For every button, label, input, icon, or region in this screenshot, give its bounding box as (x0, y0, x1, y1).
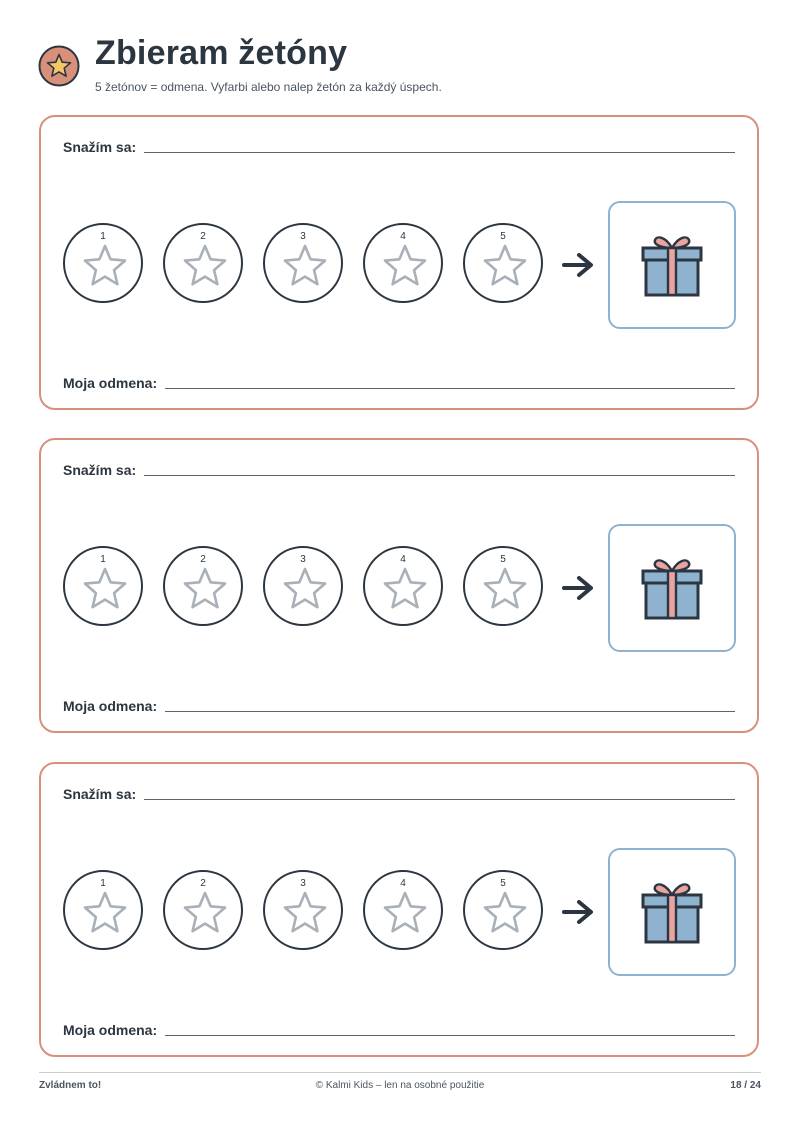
reward-row (63, 375, 735, 391)
token-number: 3 (300, 878, 306, 889)
reward-gift-box (608, 524, 736, 652)
token-circle[interactable] (63, 870, 143, 950)
token-circle[interactable] (163, 546, 243, 626)
gift-icon (636, 552, 708, 624)
token-circle[interactable] (263, 546, 343, 626)
arrow-right-icon (561, 574, 595, 602)
token-circle[interactable] (463, 546, 543, 626)
token-star-icon (83, 890, 127, 934)
token-number: 2 (200, 231, 206, 242)
gift-icon (636, 229, 708, 301)
token-circle[interactable] (363, 223, 443, 303)
token-star-icon (383, 243, 427, 287)
token-number: 2 (200, 878, 206, 889)
token-number: 5 (500, 878, 506, 889)
reward-write-line[interactable] (165, 1034, 735, 1036)
token-number: 1 (100, 231, 106, 242)
token-circle[interactable] (63, 223, 143, 303)
token-circle[interactable] (463, 223, 543, 303)
reward-write-line[interactable] (165, 710, 735, 712)
token-star-icon (183, 566, 227, 610)
goal-row (63, 139, 735, 155)
token-star-icon (483, 243, 527, 287)
goal-write-line[interactable] (144, 798, 735, 800)
goal-label: Snažím sa: (63, 462, 137, 478)
goal-label: Snažím sa: (63, 139, 137, 155)
goal-row (63, 786, 735, 802)
reward-gift-box (608, 848, 736, 976)
token-number: 3 (300, 231, 306, 242)
token-number: 5 (500, 554, 506, 565)
token-card (39, 115, 759, 410)
token-star-icon (483, 890, 527, 934)
token-circle[interactable] (463, 870, 543, 950)
token-star-icon (183, 890, 227, 934)
token-number: 4 (400, 878, 406, 889)
footer-copyright: © Kalmi Kids – len na osobné použitie (315, 1080, 485, 1091)
footer-page-number: 18 / 24 (730, 1080, 761, 1091)
page-title: Zbieram žetóny (95, 34, 348, 72)
token-star-icon (283, 243, 327, 287)
token-star-icon (283, 890, 327, 934)
token-circle[interactable] (263, 870, 343, 950)
token-circle[interactable] (263, 223, 343, 303)
token-number: 1 (100, 554, 106, 565)
token-star-icon (383, 890, 427, 934)
reward-row (63, 698, 735, 714)
token-star-icon (283, 566, 327, 610)
gift-icon (636, 876, 708, 948)
logo-star-icon (38, 45, 80, 87)
token-number: 4 (400, 231, 406, 242)
token-circle[interactable] (163, 870, 243, 950)
token-circle[interactable] (163, 223, 243, 303)
goal-write-line[interactable] (144, 474, 735, 476)
reward-row (63, 1022, 735, 1038)
reward-gift-box (608, 201, 736, 329)
token-card (39, 438, 759, 733)
arrow-right-icon (561, 898, 595, 926)
goal-write-line[interactable] (144, 151, 735, 153)
token-number: 2 (200, 554, 206, 565)
page-subtitle: 5 žetónov = odmena. Vyfarbi alebo nalep žetón za každý úspech. (95, 80, 442, 94)
token-star-icon (183, 243, 227, 287)
reward-label: Moja odmena: (63, 698, 158, 714)
token-number: 4 (400, 554, 406, 565)
reward-label: Moja odmena: (63, 375, 158, 391)
token-circle[interactable] (63, 546, 143, 626)
goal-label: Snažím sa: (63, 786, 137, 802)
token-number: 3 (300, 554, 306, 565)
reward-label: Moja odmena: (63, 1022, 158, 1038)
token-circle[interactable] (363, 870, 443, 950)
footer-divider (39, 1072, 761, 1073)
token-star-icon (83, 243, 127, 287)
token-star-icon (383, 566, 427, 610)
token-star-icon (483, 566, 527, 610)
token-number: 1 (100, 878, 106, 889)
arrow-right-icon (561, 251, 595, 279)
token-number: 5 (500, 231, 506, 242)
footer-left-text: Zvládnem to! (39, 1080, 102, 1091)
token-star-icon (83, 566, 127, 610)
token-card (39, 762, 759, 1057)
goal-row (63, 462, 735, 478)
token-circle[interactable] (363, 546, 443, 626)
reward-write-line[interactable] (165, 387, 735, 389)
